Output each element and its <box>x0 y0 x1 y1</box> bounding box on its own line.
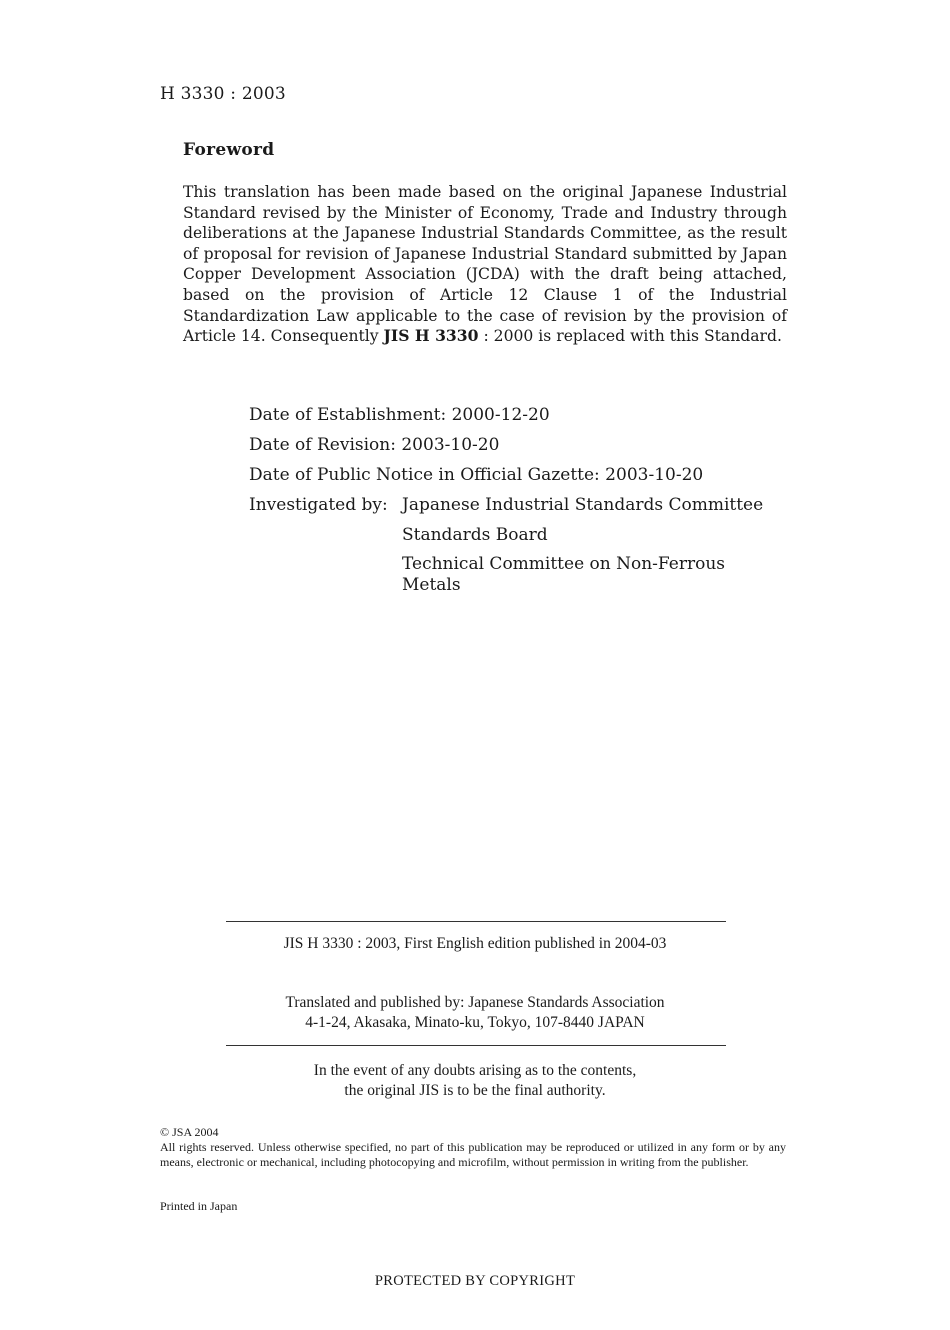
authority-line-1: In the event of any doubts arising as to the contents, <box>313 1062 637 1079</box>
date-of-revision: Date of Revision: 2003-10-20 <box>249 435 500 455</box>
foreword-heading: Foreword <box>183 140 275 160</box>
copyright-block <box>160 1125 786 1170</box>
foreword-body <box>183 182 787 347</box>
copyright-notice: © JSA 2004 <box>160 1125 219 1139</box>
publisher-address: 4-1-24, Akasaka, Minato-ku, Tokyo, 107-8440 JAPAN <box>305 1014 645 1031</box>
rights-statement: All rights reserved. Unless otherwise specified, no part of this publication may be reproduced or utilized in any form or by any means, electronic or mechanical, including photocopying and microfilm, without permission in writing from the publisher. <box>160 1140 786 1169</box>
divider-bottom <box>226 1045 726 1046</box>
divider-top <box>226 921 726 922</box>
investigator-technical-committee: Technical Committee on Non-Ferrous Metals <box>402 554 726 595</box>
foreword-body-text: This translation has been made based on the original Japanese Industrial Standard revised by the Minister of Economy, Trade and Industry through deliberations at the Japanese Industrial Standards Committee, as the result of proposal for revision of Japanese Industrial Standard submitted by Japan Copper Development Association (JCDA) with the draft being attached, based on the provision of Article 12 Clause 1 of the Industrial Standardization Law applicable to the case of revision by the provision of Article 14. Consequently <box>183 183 787 346</box>
investigator-board: Standards Board <box>402 525 548 545</box>
protected-by-copyright: PROTECTED BY COPYRIGHT <box>374 1273 576 1289</box>
standard-reference: JIS H 3330 <box>383 326 479 346</box>
date-of-establishment: Date of Establishment: 2000-12-20 <box>249 405 550 425</box>
investigators-list <box>402 494 763 596</box>
authority-note <box>0 1061 950 1101</box>
date-of-public-notice: Date of Public Notice in Official Gazette: 2003-10-20 <box>249 465 704 485</box>
foreword-body-ending: : 2000 is replaced with this Standard. <box>478 327 782 346</box>
printed-in: Printed in Japan <box>160 1199 238 1213</box>
dates-block <box>249 404 763 596</box>
investigated-by-label: Investigated by: <box>249 495 388 515</box>
publisher-info <box>0 993 950 1033</box>
investigator-committee: Japanese Industrial Standards Committee <box>402 495 764 515</box>
document-id: H 3330 : 2003 <box>160 84 286 104</box>
publisher-line: Translated and published by: Japanese Standards Association <box>285 994 665 1011</box>
investigated-by <box>249 494 763 596</box>
edition-info: JIS H 3330 : 2003, First English edition published in 2004-03 <box>283 935 667 952</box>
authority-line-2: the original JIS is to be the final authority. <box>344 1082 606 1099</box>
